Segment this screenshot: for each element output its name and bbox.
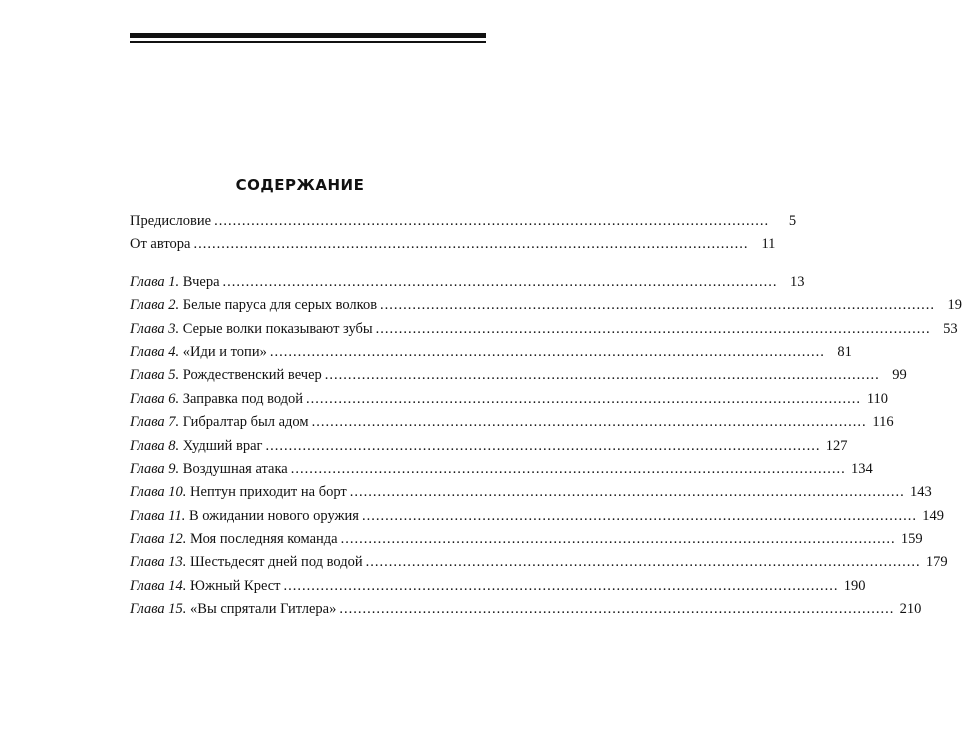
toc-entry-page: 110: [866, 390, 889, 407]
toc-entry-chapter-5[interactable]: [130, 364, 907, 387]
chapter-number: Глава 10.: [130, 484, 187, 501]
dot-leader: ........................................................................................................................: [365, 554, 921, 571]
dot-leader: ........................................................................................................................: [380, 297, 936, 314]
chapter-title: Моя последняя команда: [190, 531, 338, 548]
chapter-title: Рождественский вечер: [182, 367, 322, 384]
toc-entry-page: 5: [788, 213, 797, 229]
toc-entry-chapter-13[interactable]: [130, 551, 948, 574]
toc-entry-chapter-6[interactable]: [130, 388, 889, 411]
dot-leader: ........................................................................................................................: [339, 601, 895, 618]
chapter-number: Глава 1.: [130, 273, 180, 290]
chapter-number: Глава 15.: [130, 601, 187, 618]
toc-entry-page: 81: [837, 343, 852, 360]
header-rule-thick: [130, 33, 486, 38]
chapter-title: В ожидании нового оружия: [188, 507, 359, 524]
page-title: СОДЕРЖАНИЕ: [235, 176, 365, 194]
toc-entry-chapter-12[interactable]: [130, 528, 923, 551]
chapter-title: Гибралтар был адом: [182, 414, 309, 431]
chapter-title: «Иди и топи»: [182, 343, 267, 360]
chapter-number: Глава 5.: [130, 367, 180, 384]
chapter-title: Серые волки показывают зубы: [182, 320, 373, 337]
toc-entry-page: 99: [892, 367, 907, 384]
dot-leader: ........................................................................................................................: [306, 390, 862, 407]
table-of-contents: [130, 210, 962, 622]
dot-leader: ........................................................................................................................: [340, 531, 896, 548]
toc-entry-page: 19: [947, 297, 962, 314]
toc-entry-page: 134: [851, 460, 873, 477]
dot-leader: ........................................................................................................................: [265, 437, 821, 454]
dot-leader: ........................................................................................................................: [349, 484, 905, 501]
dot-leader: ........................................................................................................................: [290, 460, 846, 477]
toc-entry-chapter-9[interactable]: [130, 458, 873, 481]
toc-entry-page: 116: [872, 414, 894, 431]
toc-entry-page: 149: [922, 507, 944, 524]
toc-entry-chapter-7[interactable]: [130, 411, 894, 434]
toc-entry-page: 53: [943, 320, 958, 337]
toc-entry-chapter-4[interactable]: [130, 341, 852, 364]
dot-leader: ........................................................................................................................: [375, 320, 931, 337]
toc-entry-chapter-1[interactable]: [130, 271, 805, 294]
chapter-title: Нептун приходит на борт: [190, 484, 347, 501]
toc-entry-page: 210: [899, 601, 922, 618]
toc-entry-chapter-11[interactable]: [130, 505, 944, 528]
chapter-number: Глава 8.: [130, 437, 180, 454]
chapter-title: «Вы спрятали Гитлера»: [190, 601, 337, 618]
toc-entry-chapter-14[interactable]: [130, 575, 866, 598]
toc-entry-page: 179: [925, 554, 948, 571]
chapter-number: Глава 12.: [130, 531, 187, 548]
dot-leader: ........................................................................................................................: [214, 213, 770, 229]
dot-leader: ........................................................................................................................: [324, 367, 880, 384]
toc-entry-chapter-3[interactable]: [130, 318, 958, 341]
chapter-title: Вчера: [182, 273, 220, 290]
toc-entry-author-note[interactable]: [130, 233, 776, 256]
chapter-title: Заправка под водой: [182, 390, 304, 407]
toc-entry-page: 13: [790, 273, 805, 290]
chapter-title: Воздушная атака: [182, 460, 288, 477]
chapter-number: Глава 7.: [130, 414, 180, 431]
toc-entry-label: От автора: [130, 236, 191, 253]
chapter-title: Шестьдесят дней под водой: [190, 554, 363, 571]
toc-entry-chapter-15[interactable]: [130, 598, 922, 621]
toc-entry-label: Предисловие: [130, 213, 212, 229]
chapter-title: Южный Крест: [190, 577, 281, 594]
dot-leader: ........................................................................................................................: [193, 236, 749, 253]
chapter-number: Глава 4.: [130, 343, 180, 360]
toc-entry-preface[interactable]: [130, 210, 797, 233]
chapter-title: Белые паруса для серых волков: [182, 297, 378, 314]
chapter-number: Глава 11.: [130, 507, 186, 524]
toc-entry-page: 190: [843, 577, 866, 594]
dot-leader: ........................................................................................................................: [283, 577, 839, 594]
chapter-number: Глава 9.: [130, 460, 180, 477]
toc-entry-chapter-8[interactable]: [130, 435, 848, 458]
chapter-title: Худший враг: [182, 437, 263, 454]
toc-entry-chapter-2[interactable]: [130, 294, 962, 317]
chapter-number: Глава 13.: [130, 554, 187, 571]
toc-entry-page: 11: [761, 236, 776, 253]
chapter-number: Глава 3.: [130, 320, 180, 337]
dot-leader: ........................................................................................................................: [269, 343, 825, 360]
dot-leader: ........................................................................................................................: [222, 273, 778, 290]
chapter-number: Глава 14.: [130, 577, 187, 594]
toc-entry-chapter-10[interactable]: [130, 481, 932, 504]
header-rule-thin: [130, 41, 486, 43]
dot-leader: ........................................................................................................................: [361, 507, 917, 524]
chapter-number: Глава 2.: [130, 297, 180, 314]
toc-entry-page: 143: [910, 484, 932, 501]
chapter-number: Глава 6.: [130, 390, 180, 407]
toc-entry-page: 127: [825, 437, 848, 454]
dot-leader: ........................................................................................................................: [311, 414, 867, 431]
toc-entry-page: 159: [900, 531, 923, 548]
